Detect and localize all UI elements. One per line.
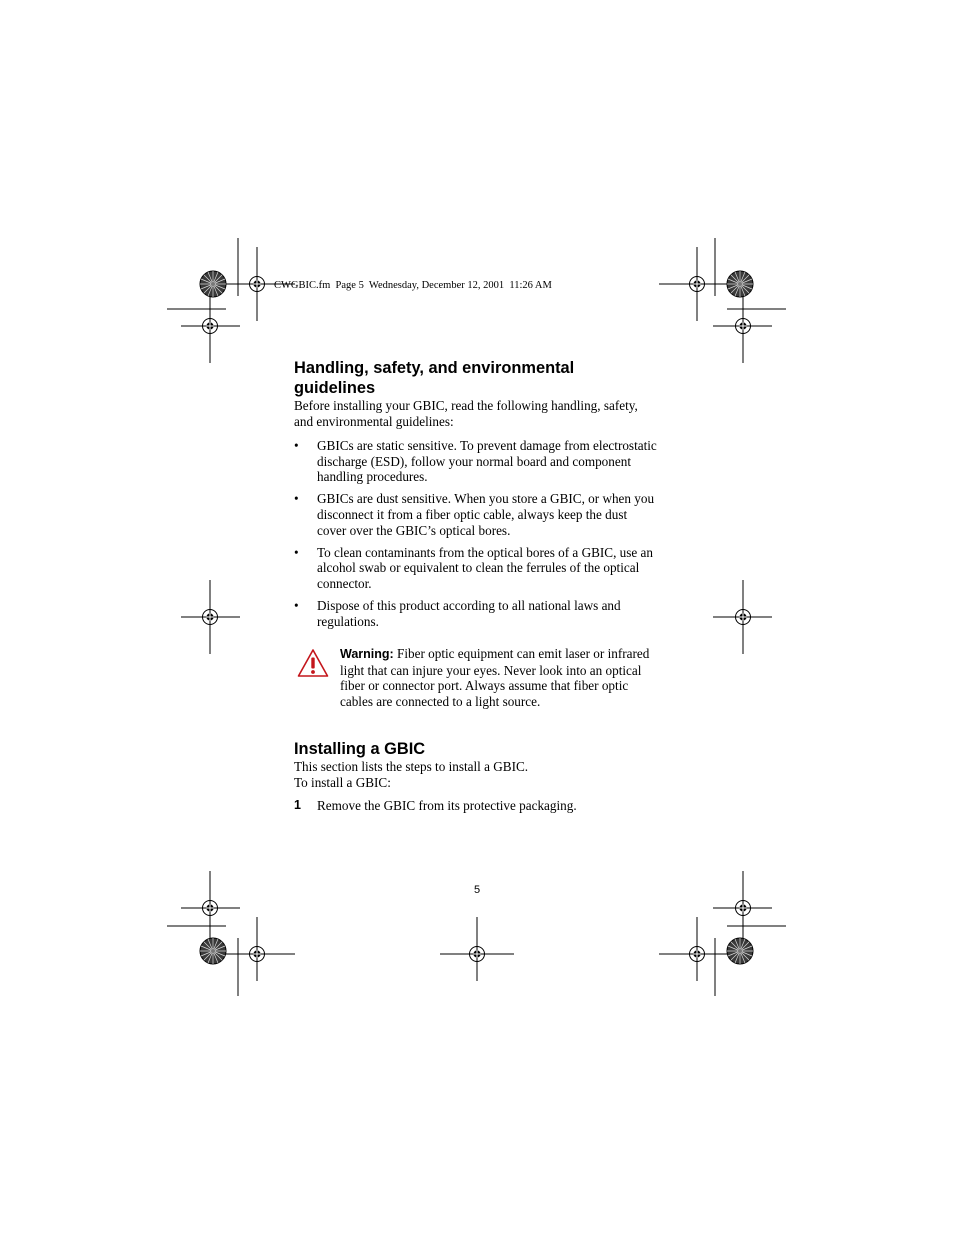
list-item: • GBICs are dust sensitive. When you store a GBIC, or when you disconnect it from a fiber optic cable, always keep the dust cover over the GBIC’s optical bores. <box>294 491 657 538</box>
warning-body: Fiber optic equipment can emit laser or infrared light that can injure your eyes. Never look into an optical fiber or connector port. Always assume that fiber optic cables are connected to a light source. <box>340 646 650 709</box>
step-text: Remove the GBIC from its protective packaging. <box>317 798 577 814</box>
section-title-installing: Installing a GBIC <box>294 739 426 758</box>
page-number: 5 <box>473 884 481 896</box>
step-number: 1 <box>294 798 301 813</box>
warning-text <box>340 646 652 709</box>
page-content <box>294 358 664 814</box>
section-title-handling: Handling, safety, and environmental guidelines <box>294 359 575 397</box>
intro-paragraph: Before installing your GBIC, read the following handling, safety, and environmental guidelines: <box>294 398 638 429</box>
warning-triangle-icon <box>297 648 329 678</box>
step-item <box>294 798 664 814</box>
running-header: CWGBIC.fm Page 5 Wednesday, December 12, 2001 11:26 AM <box>274 280 552 291</box>
section-paragraph: This section lists the steps to install a GBIC. <box>294 759 529 775</box>
warning-label: Warning: <box>340 647 394 662</box>
guidelines-list <box>294 438 664 629</box>
procedure-intro: To install a GBIC: <box>294 774 391 790</box>
list-item: • GBICs are static sensitive. To prevent damage from electrostatic discharge (ESD), follow your normal board and component handling procedures. <box>294 438 657 485</box>
list-item: • To clean contaminants from the optical bores of a GBIC, use an alcohol swab or equivalent to clean the ferrules of the optical connector. <box>294 545 657 592</box>
warning-note <box>294 646 652 709</box>
list-item: • Dispose of this product according to all national laws and regulations. <box>294 598 657 629</box>
